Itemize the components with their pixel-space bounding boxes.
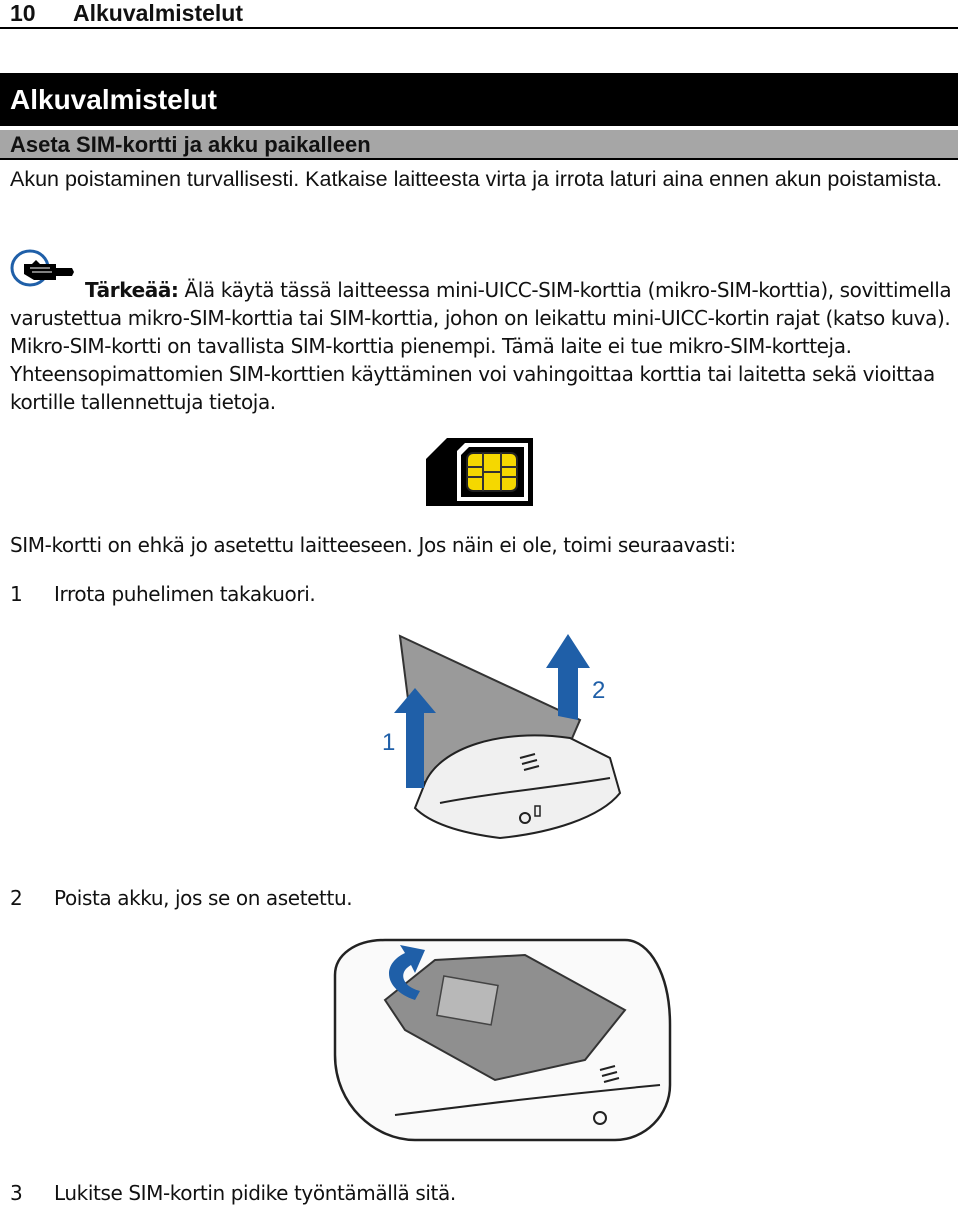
step-text: Lukitse SIM-kortin pidike työntämällä sitä. xyxy=(54,1181,456,1205)
page-header xyxy=(0,0,958,29)
step-number: 1 xyxy=(10,582,23,606)
sim-note-paragraph: SIM-kortti on ehkä jo asetettu laitteeseen. Jos näin ei ole, toimi seuraavasti: xyxy=(10,533,736,557)
step-text: Poista akku, jos se on asetettu. xyxy=(54,886,353,910)
note-label: Tärkeää: xyxy=(85,278,179,302)
arrow-label-1: 1 xyxy=(382,729,396,756)
chapter-title: Alkuvalmistelut xyxy=(0,73,958,126)
intro-paragraph: Akun poistaminen turvallisesti. Katkaise laitteesta virta ja irrota laturi aina ennen akun poistamista. xyxy=(10,167,943,191)
important-note xyxy=(10,276,955,416)
step-number: 3 xyxy=(10,1181,23,1205)
section-title: Aseta SIM-kortti ja akku paikalleen xyxy=(0,130,958,160)
step-number: 2 xyxy=(10,886,23,910)
arrow-label-2: 2 xyxy=(592,677,606,704)
page-number: 10 xyxy=(10,0,36,26)
step-text: Irrota puhelimen takakuori. xyxy=(54,582,316,606)
remove-back-cover-illustration xyxy=(370,628,630,848)
note-text: Älä käytä tässä laitteessa mini-UICC-SIM-korttia (mikro-SIM-korttia), sovittimella varustettua mikro-SIM-korttia tai SIM-korttia, johon on leikattu mini-UICC-kortin rajat (katso kuva). Mikro-SIM-kortti on tavallista SIM-korttia pienempi. Tämä laite ei tue mikro-SIM-kortteja. Yhteensopimattomien SIM-korttien käyttäminen voi vahingoittaa korttia tai laitetta sekä vioittaa kortille tallennettuja tietoja. xyxy=(10,278,952,414)
sim-card-image xyxy=(425,437,535,507)
remove-battery-illustration xyxy=(325,935,675,1150)
running-title: Alkuvalmistelut xyxy=(73,0,243,26)
